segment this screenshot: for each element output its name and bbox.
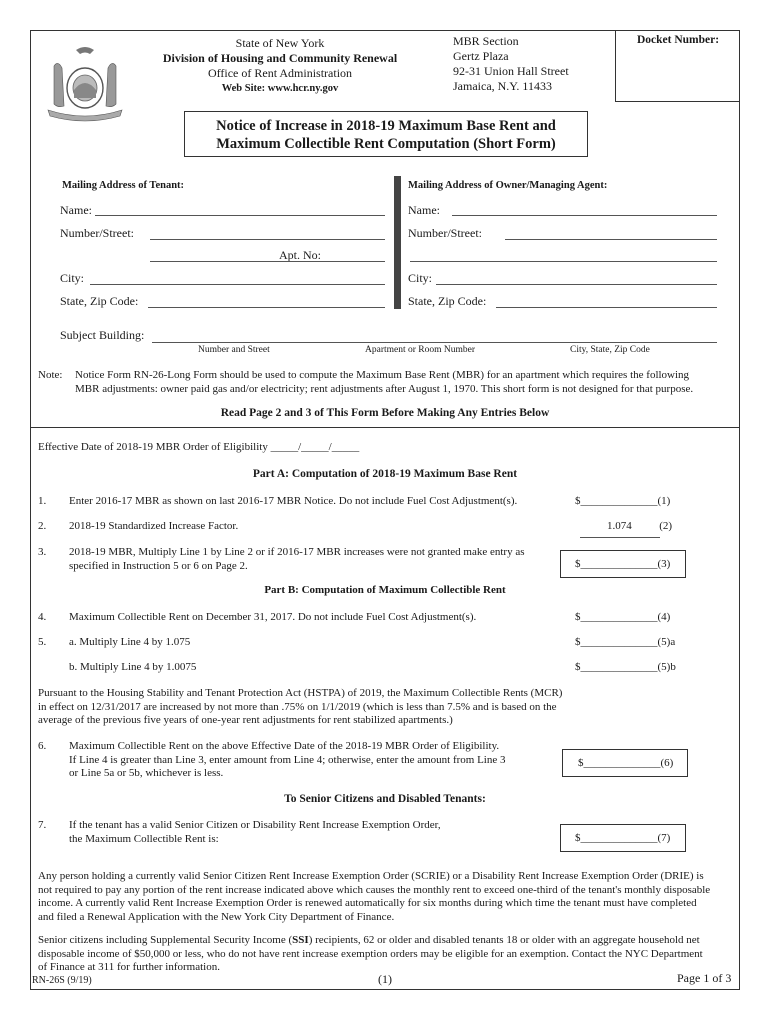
state-seal-icon — [40, 46, 130, 124]
tenant-street-field[interactable] — [150, 238, 385, 240]
subject-sub-apartment: Apartment or Room Number — [365, 345, 476, 355]
line-number: 1. — [38, 495, 47, 507]
agency-office: Office of Rent Administration — [207, 66, 353, 80]
owner-street-field[interactable] — [505, 238, 717, 240]
page-of: Page 1 of 3 — [677, 971, 732, 985]
owner-city-label: City: — [408, 271, 433, 285]
owner-name-label: Name: — [408, 203, 440, 217]
line6-text-1: Maximum Collectible Rent on the above Effective Date of the 2018-19 MBR Order of Eligibility. — [69, 740, 500, 752]
hstpa-line: in effect on 12/31/2017 are increased by not more than .75% on 1/1/2019 (which is less than 7.5% and is based on the — [38, 700, 557, 713]
address-divider — [394, 176, 401, 309]
scrie-line: and filed a Renewal Application with the New York City Department of Finance. — [38, 910, 395, 923]
line3-text-1: 2018-19 MBR, Multiply Line 1 by Line 2 or if 2016-17 MBR increases were not granted make entry as — [69, 546, 525, 558]
owner-name-field[interactable] — [452, 214, 717, 216]
line-number: 3. — [38, 546, 47, 558]
effective-date-line: Effective Date of 2018-19 MBR Order of Eligibility _____/_____/_____ — [38, 441, 360, 453]
form-title — [184, 111, 588, 157]
address-line: MBR Section — [453, 34, 519, 48]
part-a-title: Part A: Computation of 2018-19 Maximum Base Rent — [252, 468, 518, 480]
ssi-bold: SSI — [292, 934, 309, 946]
line1-answer[interactable]: $______________(1) — [575, 495, 671, 507]
ssi-line-3: of Finance at 311 for further information. — [38, 961, 220, 973]
owner-street-line2-field[interactable] — [410, 260, 717, 262]
note-line: MBR adjustments: owner paid gas and/or electricity; rent adjustments after August 1, 1970. This short form is not designed for that purpose. — [75, 382, 694, 395]
form-id: RN-26S (9/19) — [32, 975, 92, 986]
line7-text — [69, 819, 441, 846]
tenant-address-header: Mailing Address of Tenant: — [62, 180, 185, 191]
line7-text-2: the Maximum Collectible Rent is: — [69, 832, 219, 845]
line2-text: 2018-19 Standardized Increase Factor. — [69, 520, 239, 532]
address-line: Jamaica, N.Y. 11433 — [453, 79, 552, 93]
note-label: Note: — [38, 369, 63, 381]
line3-text-2: specified in Instruction 5 or 6 on Page 2. — [69, 559, 248, 572]
ssi-line-2: disposable income of $50,000 or less, who do not have rent increase exemption orders may be eligible for an exemption. Contact the NYC Department — [38, 947, 703, 960]
agency-website: Web Site: www.hcr.ny.gov — [221, 83, 339, 94]
owner-address-header: Mailing Address of Owner/Managing Agent: — [408, 180, 608, 191]
hstpa-line: Pursuant to the Housing Stability and Tenant Protection Act (HSTPA) of 2019, the Maximum Collectible Rents (MCR) — [38, 687, 563, 699]
note-line: Notice Form RN-26-Long Form should be used to compute the Maximum Base Rent (MBR) for an apartment which requires the following — [75, 369, 690, 381]
subject-building-label: Subject Building: — [60, 328, 145, 342]
scrie-line: Any person holding a currently valid Senior Citizen Rent Increase Exemption Order (SCRIE) or a Disability Rent Increase Exemption Order (DRIE) is — [38, 870, 704, 882]
address-line: Gertz Plaza — [453, 49, 509, 63]
owner-state-zip-label: State, Zip Code: — [408, 294, 487, 308]
section-divider — [30, 427, 740, 428]
ssi-text-start: Senior citizens including Supplemental Security Income ( — [38, 934, 293, 946]
line-number: 6. — [38, 740, 47, 752]
agency-state: State of New York — [235, 36, 325, 50]
line5b-answer[interactable]: $______________(5)b — [575, 661, 676, 673]
hstpa-line: average of the previous five years of one-year rent adjustments for rent stabilized apartments.) — [38, 714, 453, 726]
line5a-answer[interactable]: $______________(5)a — [575, 636, 676, 648]
tenant-street-label: Number/Street: — [60, 226, 134, 240]
title-line2: Maximum Collectible Rent Computation (Short Form) — [216, 136, 556, 152]
note-text — [75, 369, 735, 396]
ssi-paragraph — [38, 934, 740, 975]
read-pages-notice: Read Page 2 and 3 of This Form Before Making Any Entries Below — [220, 407, 550, 419]
tenant-city-field[interactable] — [90, 283, 385, 285]
line1-text: Enter 2016-17 MBR as shown on last 2016-17 MBR Notice. Do not include Fuel Cost Adjustment(s). — [69, 495, 518, 507]
owner-street-label: Number/Street: — [408, 226, 482, 240]
line6-text-2: If Line 4 is greater than Line 3, enter amount from Line 4; otherwise, enter the amount from Line 3 — [69, 753, 506, 766]
agency-division: Division of Housing and Community Renewal — [162, 51, 398, 65]
line-number: 5. — [38, 636, 47, 648]
title-line1: Notice of Increase in 2018-19 Maximum Base Rent and — [216, 118, 556, 134]
line6-text-3: or Line 5a or 5b, whichever is less. — [69, 767, 224, 779]
subject-sub-city: City, State, Zip Code — [570, 345, 650, 355]
tenant-state-zip-field[interactable] — [148, 306, 385, 308]
tenant-apt-field[interactable] — [150, 260, 385, 262]
docket-number-label: Docket Number: — [636, 34, 720, 46]
agency-header — [150, 36, 410, 96]
line4-answer[interactable]: $______________(4) — [575, 611, 671, 623]
tenant-apt-label: Apt. No: — [279, 248, 321, 262]
line2-underline — [580, 536, 660, 538]
subject-building-field[interactable] — [152, 341, 717, 343]
tenant-city-label: City: — [60, 271, 85, 285]
tenant-name-field[interactable] — [95, 214, 385, 216]
line-number: 2. — [38, 520, 47, 532]
senior-title: To Senior Citizens and Disabled Tenants: — [284, 793, 486, 805]
line4-text: Maximum Collectible Rent on December 31, 2017. Do not include Fuel Cost Adjustment(s). — [69, 611, 477, 623]
line5a-text: a. Multiply Line 4 by 1.075 — [69, 636, 191, 648]
line6-answer[interactable]: $______________(6) — [578, 757, 674, 769]
line6-text — [69, 740, 506, 781]
hstpa-paragraph — [38, 687, 738, 728]
scrie-line: income. A currently valid Rent Increase Exemption Order is renewed automatically for six months during which time the tenant must have completed — [38, 897, 697, 909]
scrie-drie-paragraph — [38, 870, 740, 924]
scrie-line: not required to pay any portion of the rent increase indicated above which causes the monthly rent to exceed one-third of the tenant's monthly disposable — [38, 883, 711, 896]
part-b-title: Part B: Computation of Maximum Collectible Rent — [264, 584, 506, 596]
tenant-name-label: Name: — [60, 203, 92, 217]
line7-answer[interactable]: $______________(7) — [575, 832, 671, 844]
line-number: 7. — [38, 819, 47, 831]
ssi-line-1 — [38, 934, 740, 948]
line5b-text: b. Multiply Line 4 by 1.0075 — [69, 661, 197, 673]
owner-state-zip-field[interactable] — [496, 306, 717, 308]
ssi-text-rest: ) recipients, 62 or older and disabled tenants 18 or older with an aggregate household net — [308, 934, 700, 946]
subject-sub-street: Number and Street — [198, 345, 270, 355]
line-number: 4. — [38, 611, 47, 623]
mbr-section-address — [453, 34, 569, 94]
owner-city-field[interactable] — [436, 283, 717, 285]
docket-number-box[interactable] — [615, 30, 740, 102]
address-line: 92-31 Union Hall Street — [453, 64, 569, 78]
line3-answer[interactable]: $______________(3) — [575, 558, 671, 570]
line3-text — [69, 546, 525, 573]
page-mark: (1) — [378, 972, 392, 986]
line2-answer: 1.074 (2) — [607, 520, 673, 532]
line7-text-1: If the tenant has a valid Senior Citizen or Disability Rent Increase Exemption Order, — [69, 819, 441, 831]
tenant-state-zip-label: State, Zip Code: — [60, 294, 139, 308]
